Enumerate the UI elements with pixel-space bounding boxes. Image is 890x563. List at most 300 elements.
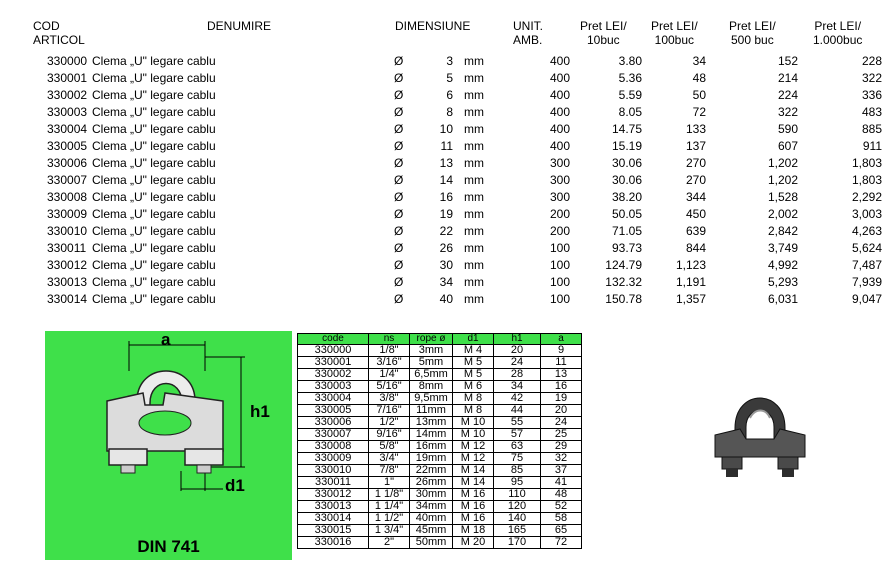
spec-cell: 330003 [298,381,369,393]
spec-cell: 2" [369,537,410,549]
spec-cell: M 16 [453,513,494,525]
price-cell-amb: 200 [549,207,570,221]
label-a: a [161,331,171,349]
price-cell-code: 330012 [47,258,88,272]
spec-cell: 330011 [298,477,369,489]
price-cell-code: 330010 [47,224,88,238]
price-cell-p10: 8.05 [618,105,642,119]
price-cell-p1000: 483 [861,105,882,119]
spec-cell: 1/4" [369,369,410,381]
spec-cell: 5/16" [369,381,410,393]
price-cell-dim: 40 [439,292,453,306]
price-cell-p500: 607 [777,139,798,153]
price-cell-p500: 224 [777,88,798,102]
spec-cell: 330014 [298,513,369,525]
price-cell-unit: mm [464,156,484,170]
price-cell-p100: 270 [685,173,706,187]
spec-cell: 330001 [298,357,369,369]
spec-cell: 58 [541,513,582,525]
price-cell-p500: 1,202 [767,156,798,170]
price-cell-sym: Ø [394,258,404,272]
header-price-10-line2: 10buc [586,33,620,47]
spec-table-row [298,477,582,489]
header-unit-line1: UNIT. [513,19,543,33]
spec-cell: 19mm [410,453,453,465]
spec-cell: 42 [494,393,541,405]
price-cell-unit: mm [464,275,484,289]
price-cell-sym: Ø [394,139,404,153]
spec-cell: M 16 [453,501,494,513]
price-cell-p100: 34 [692,54,706,68]
spec-cell: 110 [494,489,541,501]
spec-cell: 41 [541,477,582,489]
header-price-10-line1: Pret LEI/ [580,19,627,33]
spec-cell: 48 [541,489,582,501]
price-cell-dim: 16 [439,190,453,204]
price-cell-p500: 1,528 [767,190,798,204]
spec-table-row [298,513,582,525]
spec-cell: 1/2" [369,417,410,429]
spec-cell: 330009 [298,453,369,465]
price-cell-dim: 13 [439,156,453,170]
price-cell-p1000: 9,047 [851,292,882,306]
price-cell-p100: 639 [685,224,706,238]
header-unit-amb [513,19,543,47]
spec-cell: 9/16" [369,429,410,441]
price-cell-unit: mm [464,139,484,153]
header-denumire: DENUMIRE [207,19,272,33]
price-cell-p500: 6,031 [767,292,798,306]
price-cell-amb: 300 [549,156,570,170]
price-cell-p10: 150.78 [605,292,642,306]
price-cell-p100: 1,123 [675,258,706,272]
spec-cell: 330005 [298,405,369,417]
price-cell-amb: 400 [549,54,570,68]
spec-table-row [298,429,582,441]
spec-cell: 16mm [410,441,453,453]
price-cell-p1000: 911 [862,139,882,153]
price-cell-code: 330006 [47,156,88,170]
spec-cell: M 10 [453,429,494,441]
spec-cell: 26mm [410,477,453,489]
spec-cell: 13mm [410,417,453,429]
price-cell-unit: mm [464,54,484,68]
spec-cell: M 12 [453,441,494,453]
spec-cell: 9 [541,345,582,357]
price-cell-amb: 400 [549,105,570,119]
spec-cell: 330013 [298,501,369,513]
price-cell-amb: 100 [549,292,570,306]
price-cell-name: Clema „U" legare cablu [92,88,216,102]
header-cod [33,19,85,47]
price-cell-unit: mm [464,224,484,238]
price-cell-unit: mm [464,190,484,204]
price-cell-sym: Ø [394,207,404,221]
price-cell-dim: 8 [446,105,453,119]
price-cell-name: Clema „U" legare cablu [92,122,216,136]
price-cell-p500: 5,293 [767,275,798,289]
price-cell-unit: mm [464,241,484,255]
spec-cell: 330010 [298,465,369,477]
spec-cell: 1" [369,477,410,489]
spec-cell: 3/8" [369,393,410,405]
price-cell-name: Clema „U" legare cablu [92,292,216,306]
spec-cell: 65 [541,525,582,537]
spec-cell: 37 [541,465,582,477]
spec-cell: 165 [494,525,541,537]
header-price-100-line1: Pret LEI/ [651,19,698,33]
price-cell-p1000: 7,939 [851,275,882,289]
spec-cell: 1 3/4" [369,525,410,537]
spec-cell: 28 [494,369,541,381]
price-cell-code: 330013 [47,275,88,289]
price-cell-unit: mm [464,88,484,102]
spec-header-code: code [298,334,369,345]
price-cell-code: 330008 [47,190,88,204]
price-cell-unit: mm [464,122,484,136]
price-cell-p100: 1,191 [675,275,706,289]
price-cell-p100: 48 [692,71,706,85]
spec-cell: 1/8" [369,345,410,357]
header-unit-line2: AMB. [513,33,543,47]
price-cell-p1000: 1,803 [851,173,882,187]
price-cell-p10: 38.20 [611,190,642,204]
price-cell-p100: 270 [685,156,706,170]
header-price-500 [729,19,776,47]
spec-cell: 330012 [298,489,369,501]
price-cell-unit: mm [464,207,484,221]
spec-cell: 3mm [410,345,453,357]
price-cell-unit: mm [464,71,484,85]
spec-table-row [298,453,582,465]
spec-cell: M 4 [453,345,494,357]
spec-cell: 11 [541,357,582,369]
price-cell-sym: Ø [394,190,404,204]
header-price-500-line2: 500 buc [730,33,774,47]
spec-cell: M 20 [453,537,494,549]
spec-cell: M 18 [453,525,494,537]
price-cell-name: Clema „U" legare cablu [92,275,216,289]
price-cell-p10: 30.06 [611,156,642,170]
price-cell-sym: Ø [394,71,404,85]
price-cell-p1000: 228 [861,54,882,68]
header-price-100-line2: 100buc [654,33,695,47]
spec-table-row [298,537,582,549]
spec-cell: 45mm [410,525,453,537]
header-price-1000-line2: 1.000buc [813,33,863,47]
spec-table-row [298,345,582,357]
price-cell-sym: Ø [394,224,404,238]
spec-cell: 19 [541,393,582,405]
price-cell-p10: 30.06 [611,173,642,187]
spec-cell: 11mm [410,405,453,417]
spec-cell: M 12 [453,453,494,465]
price-cell-p100: 72 [692,105,706,119]
price-cell-dim: 30 [439,258,453,272]
spec-cell: 1 1/8" [369,489,410,501]
price-cell-unit: mm [464,292,484,306]
spec-cell: M 16 [453,489,494,501]
price-cell-sym: Ø [394,105,404,119]
spec-table-header-row [298,334,582,345]
price-cell-p1000: 885 [861,122,882,136]
header-price-1000-line1: Pret LEI/ [814,19,862,33]
spec-cell: 3/4" [369,453,410,465]
spec-cell: M 6 [453,381,494,393]
price-cell-dim: 3 [446,54,453,68]
price-cell-amb: 100 [549,241,570,255]
spec-cell: 13 [541,369,582,381]
price-cell-amb: 100 [549,275,570,289]
price-cell-code: 330009 [47,207,88,221]
spec-header-ns: ns [369,334,410,345]
spec-cell: 44 [494,405,541,417]
spec-cell: 75 [494,453,541,465]
spec-table-row [298,441,582,453]
price-cell-sym: Ø [394,156,404,170]
price-cell-name: Clema „U" legare cablu [92,241,216,255]
spec-cell: 330016 [298,537,369,549]
price-cell-amb: 400 [549,71,570,85]
spec-cell: 330007 [298,429,369,441]
spec-cell: 20 [541,405,582,417]
price-cell-p500: 4,992 [767,258,798,272]
spec-cell: 5/8" [369,441,410,453]
price-cell-p100: 450 [685,207,706,221]
price-cell-name: Clema „U" legare cablu [92,258,216,272]
price-cell-p10: 50.05 [611,207,642,221]
price-cell-amb: 400 [549,122,570,136]
price-cell-p500: 214 [777,71,798,85]
spec-cell: M 14 [453,465,494,477]
spec-cell: 32 [541,453,582,465]
clamp-diagram-svg [45,331,292,560]
price-cell-p10: 3.80 [618,54,642,68]
spec-cell: 14mm [410,429,453,441]
price-cell-code: 330011 [47,241,87,255]
price-cell-name: Clema „U" legare cablu [92,139,216,153]
spec-header-h1: h1 [494,334,541,345]
spec-cell: 7/16" [369,405,410,417]
price-cell-name: Clema „U" legare cablu [92,224,216,238]
price-cell-name: Clema „U" legare cablu [92,173,216,187]
price-cell-code: 330003 [47,105,88,119]
spec-cell: 170 [494,537,541,549]
spec-cell: 9,5mm [410,393,453,405]
clamp-drawing [45,331,292,560]
header-dimensiune: DIMENSIUNE [395,19,471,33]
spec-header-d1: d1 [453,334,494,345]
spec-cell: 24 [541,417,582,429]
spec-table-row [298,525,582,537]
spec-table-row [298,501,582,513]
price-cell-code: 330001 [47,71,88,85]
price-cell-p1000: 322 [861,71,882,85]
header-price-10 [580,19,627,47]
price-cell-p10: 132.32 [605,275,642,289]
price-cell-dim: 11 [440,139,453,153]
spec-table-row [298,489,582,501]
header-cod-line2: ARTICOL [33,33,85,47]
spec-cell: M 8 [453,393,494,405]
spec-cell: 16 [541,381,582,393]
spec-cell: M 5 [453,357,494,369]
spec-table-row [298,465,582,477]
price-cell-dim: 34 [439,275,453,289]
price-cell-p500: 590 [777,122,798,136]
spec-cell: 7/8" [369,465,410,477]
price-cell-name: Clema „U" legare cablu [92,156,216,170]
spec-cell: 1 1/4" [369,501,410,513]
price-cell-name: Clema „U" legare cablu [92,54,216,68]
price-cell-p100: 1,357 [675,292,706,306]
price-cell-p1000: 7,487 [851,258,882,272]
spec-cell: 6,5mm [410,369,453,381]
spec-cell: 30mm [410,489,453,501]
spec-cell: M 10 [453,417,494,429]
price-cell-sym: Ø [394,292,404,306]
price-cell-p10: 15.19 [611,139,642,153]
spec-cell: 5mm [410,357,453,369]
price-cell-sym: Ø [394,122,404,136]
din-standard-label: DIN 741 [137,537,200,556]
spec-cell: 1 1/2" [369,513,410,525]
price-cell-dim: 14 [439,173,453,187]
price-cell-amb: 200 [549,224,570,238]
price-cell-p500: 2,842 [767,224,798,238]
spec-cell: M 8 [453,405,494,417]
price-cell-p500: 322 [777,105,798,119]
price-cell-p100: 344 [685,190,706,204]
spec-cell: 330004 [298,393,369,405]
spec-table-row [298,381,582,393]
price-cell-p1000: 5,624 [851,241,882,255]
header-price-1000 [813,19,862,47]
spec-cell: 8mm [410,381,453,393]
price-cell-dim: 26 [439,241,453,255]
price-cell-amb: 400 [549,139,570,153]
price-cell-sym: Ø [394,88,404,102]
price-cell-unit: mm [464,258,484,272]
spec-cell: 63 [494,441,541,453]
spec-cell: 20 [494,345,541,357]
price-cell-name: Clema „U" legare cablu [92,190,216,204]
price-cell-p1000: 336 [861,88,882,102]
price-cell-p1000: 4,263 [851,224,882,238]
spec-table-row [298,417,582,429]
price-cell-p100: 844 [685,241,706,255]
spec-cell: 55 [494,417,541,429]
price-cell-dim: 5 [446,71,453,85]
spec-cell: 85 [494,465,541,477]
spec-cell: 52 [541,501,582,513]
spec-table-row [298,405,582,417]
spec-cell: 34 [494,381,541,393]
spec-cell: 29 [541,441,582,453]
spec-cell: 25 [541,429,582,441]
spec-cell: 72 [541,537,582,549]
spec-table-row [298,393,582,405]
price-cell-sym: Ø [394,275,404,289]
price-cell-unit: mm [464,173,484,187]
price-cell-p10: 14.75 [611,122,642,136]
price-cell-amb: 300 [549,173,570,187]
price-cell-sym: Ø [394,241,404,255]
spec-table [297,333,582,549]
price-cell-code: 330005 [47,139,88,153]
price-cell-name: Clema „U" legare cablu [92,207,216,221]
price-cell-code: 330000 [47,54,88,68]
spec-cell: 330000 [298,345,369,357]
price-cell-sym: Ø [394,54,404,68]
price-cell-name: Clema „U" legare cablu [92,71,216,85]
spec-header-a: a [541,334,582,345]
spec-cell: 330002 [298,369,369,381]
spec-cell: 120 [494,501,541,513]
price-cell-p500: 1,202 [767,173,798,187]
spec-table-row [298,369,582,381]
spec-cell: 3/16" [369,357,410,369]
spec-cell: 330006 [298,417,369,429]
spec-cell: 34mm [410,501,453,513]
price-cell-p500: 152 [777,54,798,68]
price-cell-p100: 133 [685,122,706,136]
price-cell-amb: 100 [549,258,570,272]
price-cell-p10: 5.36 [618,71,642,85]
price-cell-p1000: 1,803 [851,156,882,170]
price-cell-dim: 22 [439,224,453,238]
spec-cell: 50mm [410,537,453,549]
price-cell-p10: 71.05 [611,224,642,238]
clamp-photo [700,383,820,483]
header-price-100 [651,19,698,47]
price-cell-code: 330007 [47,173,88,187]
price-cell-amb: 300 [549,190,570,204]
price-cell-p500: 2,002 [767,207,798,221]
spec-cell: 57 [494,429,541,441]
spec-cell: 330008 [298,441,369,453]
label-d1: d1 [225,476,245,495]
header-cod-line1: COD [33,19,60,33]
spec-cell: 95 [494,477,541,489]
spec-cell: 24 [494,357,541,369]
header-price-500-line1: Pret LEI/ [729,19,776,33]
price-cell-p10: 93.73 [611,241,642,255]
spec-cell: M 5 [453,369,494,381]
price-cell-p100: 137 [685,139,706,153]
spec-cell: 40mm [410,513,453,525]
price-cell-p500: 3,749 [767,241,798,255]
spec-cell: 140 [494,513,541,525]
spec-cell: 330015 [298,525,369,537]
price-cell-code: 330004 [47,122,88,136]
price-cell-sym: Ø [394,173,404,187]
price-cell-p1000: 3,003 [851,207,882,221]
price-cell-code: 330002 [47,88,88,102]
price-cell-unit: mm [464,105,484,119]
spec-table-row [298,357,582,369]
price-cell-p100: 50 [692,88,706,102]
price-cell-dim: 10 [439,122,453,136]
price-cell-dim: 6 [446,88,453,102]
price-cell-dim: 19 [439,207,453,221]
price-cell-p1000: 2,292 [851,190,882,204]
price-cell-p10: 124.79 [605,258,642,272]
price-cell-amb: 400 [549,88,570,102]
spec-cell: M 14 [453,477,494,489]
price-cell-name: Clema „U" legare cablu [92,105,216,119]
price-cell-code: 330014 [47,292,88,306]
